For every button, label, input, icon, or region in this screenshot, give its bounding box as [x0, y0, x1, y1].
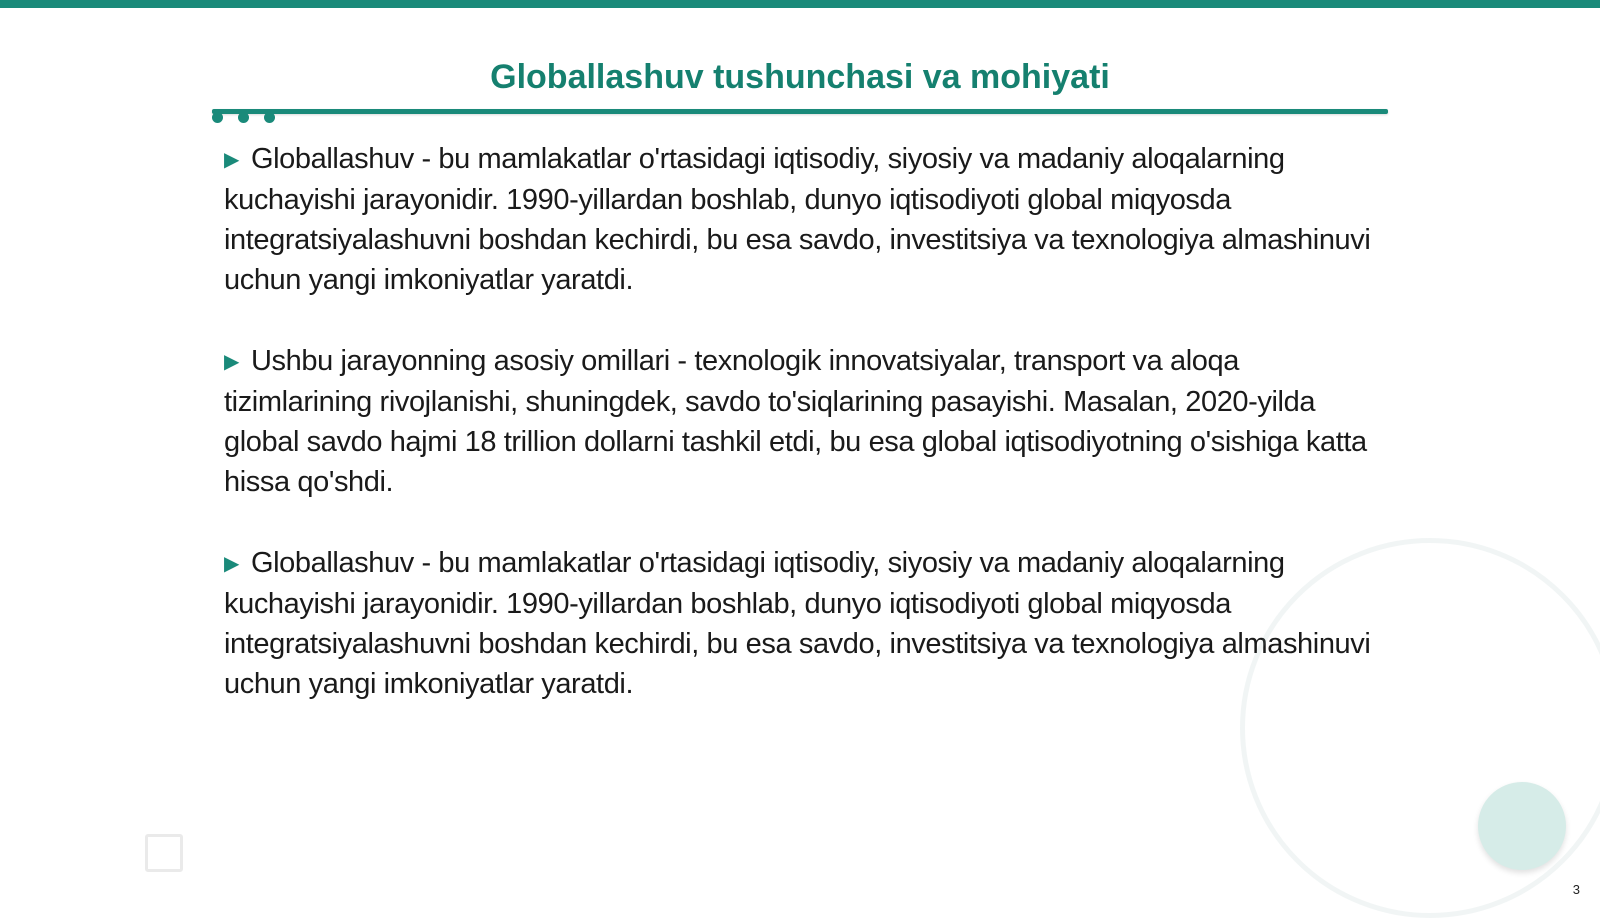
top-accent-bar	[0, 0, 1600, 8]
triangle-right-icon: ▶	[224, 149, 239, 171]
decorative-circle	[1478, 782, 1566, 870]
decorative-square	[145, 834, 183, 872]
bullet-text: Ushbu jarayonning asosiy omillari - texnologik innovatsiyalar, transport va aloqa tizimlarining rivojlanishi, shuningdek, savdo to'siqlarining pasayishi. Masalan, 2020-yilda global savdo hajmi 18 trillion dollarni tashkil etdi, bu esa global iqtisodiyotning o'sishiga katta hissa qo'shdi.	[224, 345, 1367, 498]
triangle-right-icon: ▶	[224, 553, 239, 575]
decorative-dot	[212, 112, 223, 123]
slide-title: Globallashuv tushunchasi va mohiyati	[490, 58, 1110, 96]
slide-content	[224, 139, 1374, 745]
bullet-item	[224, 543, 1374, 704]
page-number: 3	[1572, 882, 1580, 897]
bullet-item	[224, 139, 1374, 300]
bullet-item	[224, 341, 1374, 502]
triangle-right-icon: ▶	[224, 351, 239, 373]
bullet-text: Globallashuv - bu mamlakatlar o'rtasidagi iqtisodiy, siyosiy va madaniy aloqalarning kuchayishi jarayonidir. 1990-yillardan boshlab, dunyo iqtisodiyoti global miqyosda integratsiyalashuvni boshdan kechirdi, bu esa savdo, investitsiya va texnologiya almashinuvi uchun yangi imkoniyatlar yaratdi.	[224, 547, 1371, 700]
decorative-dot	[264, 112, 275, 123]
decorative-dot	[238, 112, 249, 123]
bullet-text: Globallashuv - bu mamlakatlar o'rtasidagi iqtisodiy, siyosiy va madaniy aloqalarning kuchayishi jarayonidir. 1990-yillardan boshlab, dunyo iqtisodiyoti global miqyosda integratsiyalashuvni boshdan kechirdi, bu esa savdo, investitsiya va texnologiya almashinuvi uchun yangi imkoniyatlar yaratdi.	[224, 143, 1371, 296]
title-underline	[212, 109, 1388, 114]
